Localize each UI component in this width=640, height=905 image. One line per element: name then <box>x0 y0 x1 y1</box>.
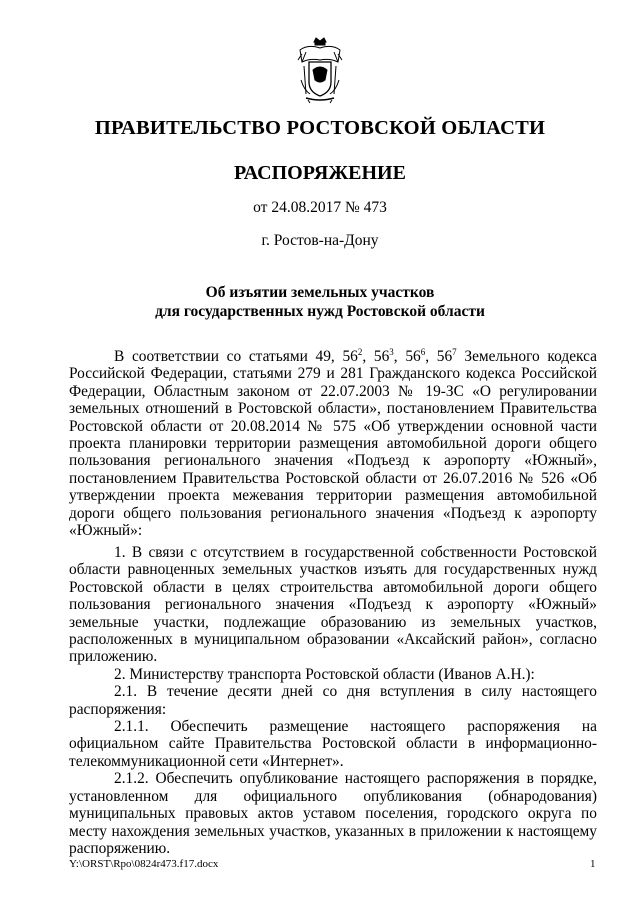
coat-of-arms-icon <box>296 36 344 104</box>
footer-file-path: Y:\ORST\Rpo\0824r473.f17.docx <box>69 858 219 870</box>
point-2-1: 2.1. В течение десяти дней со дня вступления в силу настоящего распоряжения: <box>69 683 597 718</box>
preamble-paragraph: В соответствии со статьями 49, $56^2$, $56^3$, $56^6$, $56^7$ Земельного кодекса Российской Федерации, статьями 279 и 281 Гражданского кодекса Российской Федерации, Областным законом от 22.07.2003 № 19-ЗС «О регулировании земельных отношений в Ростовской области», постановлением Правительства Ростовской области от 20.08.2014 № 575 «Об утверждении основной части проекта планировки территории размещения автомобильной дороги общего пользования регионального значения «Подъезд к аэропорту «Южный», постановлением Правительства Ростовской области от 26.07.2016 № 526 «Об утверждении проекта межевания территории размещения автомобильной дороги общего пользования регионального значения «Подъезд к аэропорту «Южный»: <box>69 347 597 540</box>
footer-page-number: 1 <box>590 858 596 870</box>
point-2-1-2: 2.1.2. Обеспечить опубликование настоящего распоряжения в порядке, установленном для официального опубликования (обнародования) муниципальных правовых актов уставом поселения, городского округа по месту нахождения земельных участков, указанных в приложении к настоящему распоряжению. <box>69 770 597 857</box>
document-subject <box>0 283 640 321</box>
document-date-number: от 24.08.2017 № 473 <box>253 199 387 216</box>
preamble <box>69 348 597 539</box>
resolution-points <box>69 544 597 857</box>
organization-title: ПРАВИТЕЛЬСТВО РОСТОВСКОЙ ОБЛАСТИ <box>94 117 546 139</box>
document-type: РАСПОРЯЖЕНИЕ <box>234 162 406 184</box>
point-2: 2. Министерству транспорта Ростовской области (Иванов А.Н.): <box>114 665 535 683</box>
subject-line-1: Об изъятии земельных участков <box>205 284 435 301</box>
point-1: 1. В связи с отсутствием в государственной собственности Ростовской области равноценных земельных участков изъять для государственных нужд Ростовской области в целях строительства автомобильной дороги общего пользования регионального значения «Подъезд к аэропорту «Южный» земельные участки, подлежащие образованию из земельных участков, расположенных в муниципальном образовании «Аксайский район», согласно приложению. <box>69 544 597 666</box>
subject-line-2: для государственных нужд Ростовской области <box>155 303 485 320</box>
document-city: г. Ростов-на-Дону <box>261 232 379 249</box>
point-2-1-1: 2.1.1. Обеспечить размещение настоящего распоряжения на официальном сайте Правительства Ростовской области в информационно-телекоммуникационной сети «Интернет». <box>69 718 597 770</box>
